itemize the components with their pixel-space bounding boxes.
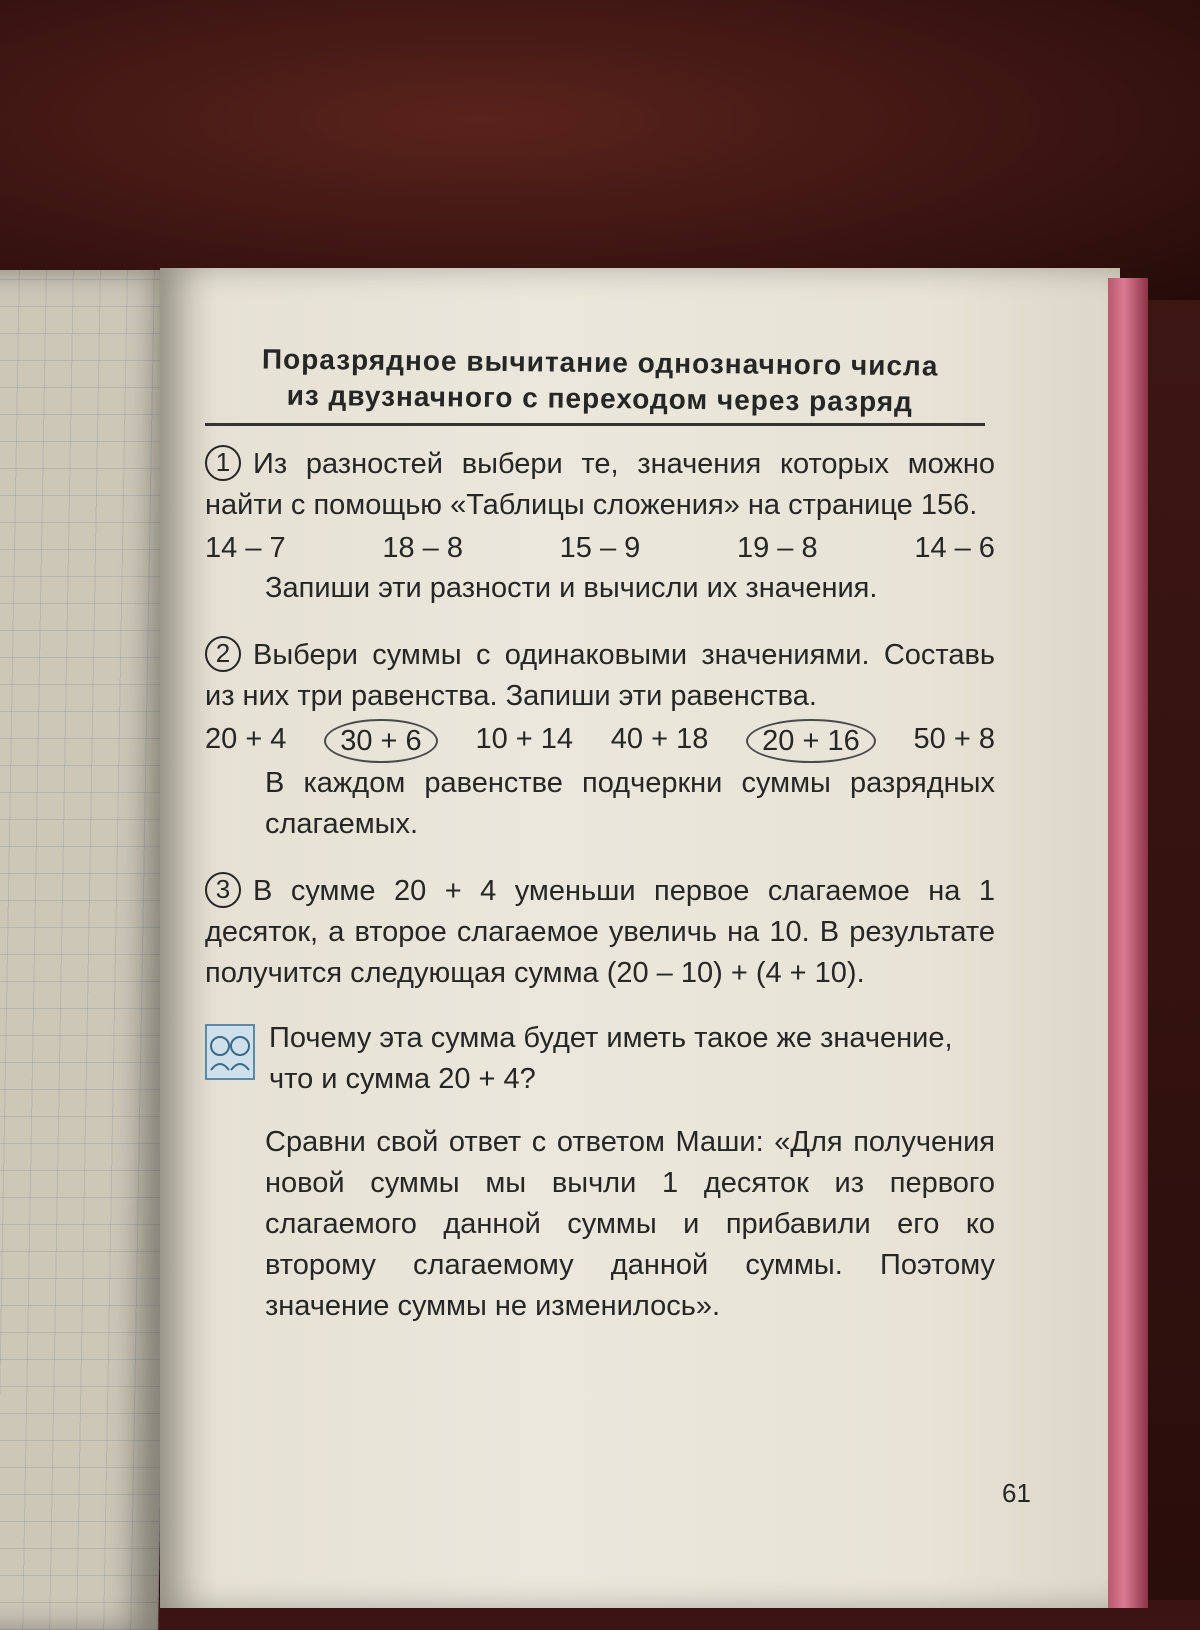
task-3-number: 3: [205, 872, 241, 908]
task-3-question: Почему эта сумма будет иметь такое же значение, что и сумма 20 + 4?: [269, 1022, 953, 1095]
expression: 40 + 18: [610, 723, 709, 755]
task-3: [205, 871, 995, 1327]
expression: 14 – 7: [205, 532, 286, 564]
task-2: [205, 635, 995, 845]
task-1: [205, 444, 995, 609]
task-3-text-row: [205, 871, 995, 994]
title-line-1: Поразрядное вычитание однозначного числа: [261, 343, 939, 382]
left-page-grid: [0, 270, 182, 1630]
task-2-followup: В каждом равенстве подчеркни суммы разрядных слагаемых.: [265, 767, 995, 840]
task-3-text: В сумме 20 + 4 уменьши первое слагаемое на 1 десяток, а второе слагаемое увеличь на 10. В результате получится следующая сумма (20 – 10) + (4 + 10).: [205, 875, 995, 989]
task-1-text: Из разностей выбери те, значения которых можно найти с помощью «Таблицы сложения» на странице 156.: [205, 448, 995, 521]
task-2-text-row: [205, 635, 995, 717]
expression: 15 – 9: [559, 532, 641, 564]
expression: 14 – 6: [914, 532, 995, 564]
task-2-number: 2: [205, 636, 241, 672]
task-1-followup: Запиши эти разности и вычисли их значения.: [265, 572, 878, 604]
page-number: 61: [1002, 1478, 1031, 1508]
expression: 19 – 8: [736, 532, 818, 564]
expression: 10 + 14: [475, 723, 574, 755]
task-1-expressions: [205, 528, 995, 568]
expression: 50 + 8: [913, 723, 995, 755]
page-edge-binding: [1108, 278, 1148, 1608]
title-underline: [205, 423, 985, 426]
table-background: [0, 0, 1200, 300]
expression: 20 + 4: [205, 723, 287, 755]
task-2-expressions: [205, 719, 995, 763]
expression-circled: 30 + 6: [324, 719, 437, 763]
task-3-compare: Сравни свой ответ с ответом Маши: «Для получения новой суммы мы вычли 1 десяток из первого слагаемого данной суммы и прибавили его ко второму слагаемому данной суммы. Поэтому значение суммы не изменилось».: [265, 1126, 995, 1322]
task-1-number: 1: [205, 445, 241, 481]
expression: 18 – 8: [382, 532, 463, 564]
page-title: [205, 341, 996, 421]
task-2-text: Выбери суммы с одинаковыми значениями. Составь из них три равенства. Запиши эти равенства.: [205, 639, 995, 712]
task-1-text-row: [205, 444, 995, 526]
title-line-2: из двузначного с переходом через разряд: [286, 379, 914, 418]
page-content: [205, 345, 995, 1327]
task-3-question-row: [205, 1018, 995, 1100]
discussion-icon: [205, 1024, 255, 1080]
expression-circled: 20 + 16: [746, 719, 876, 763]
